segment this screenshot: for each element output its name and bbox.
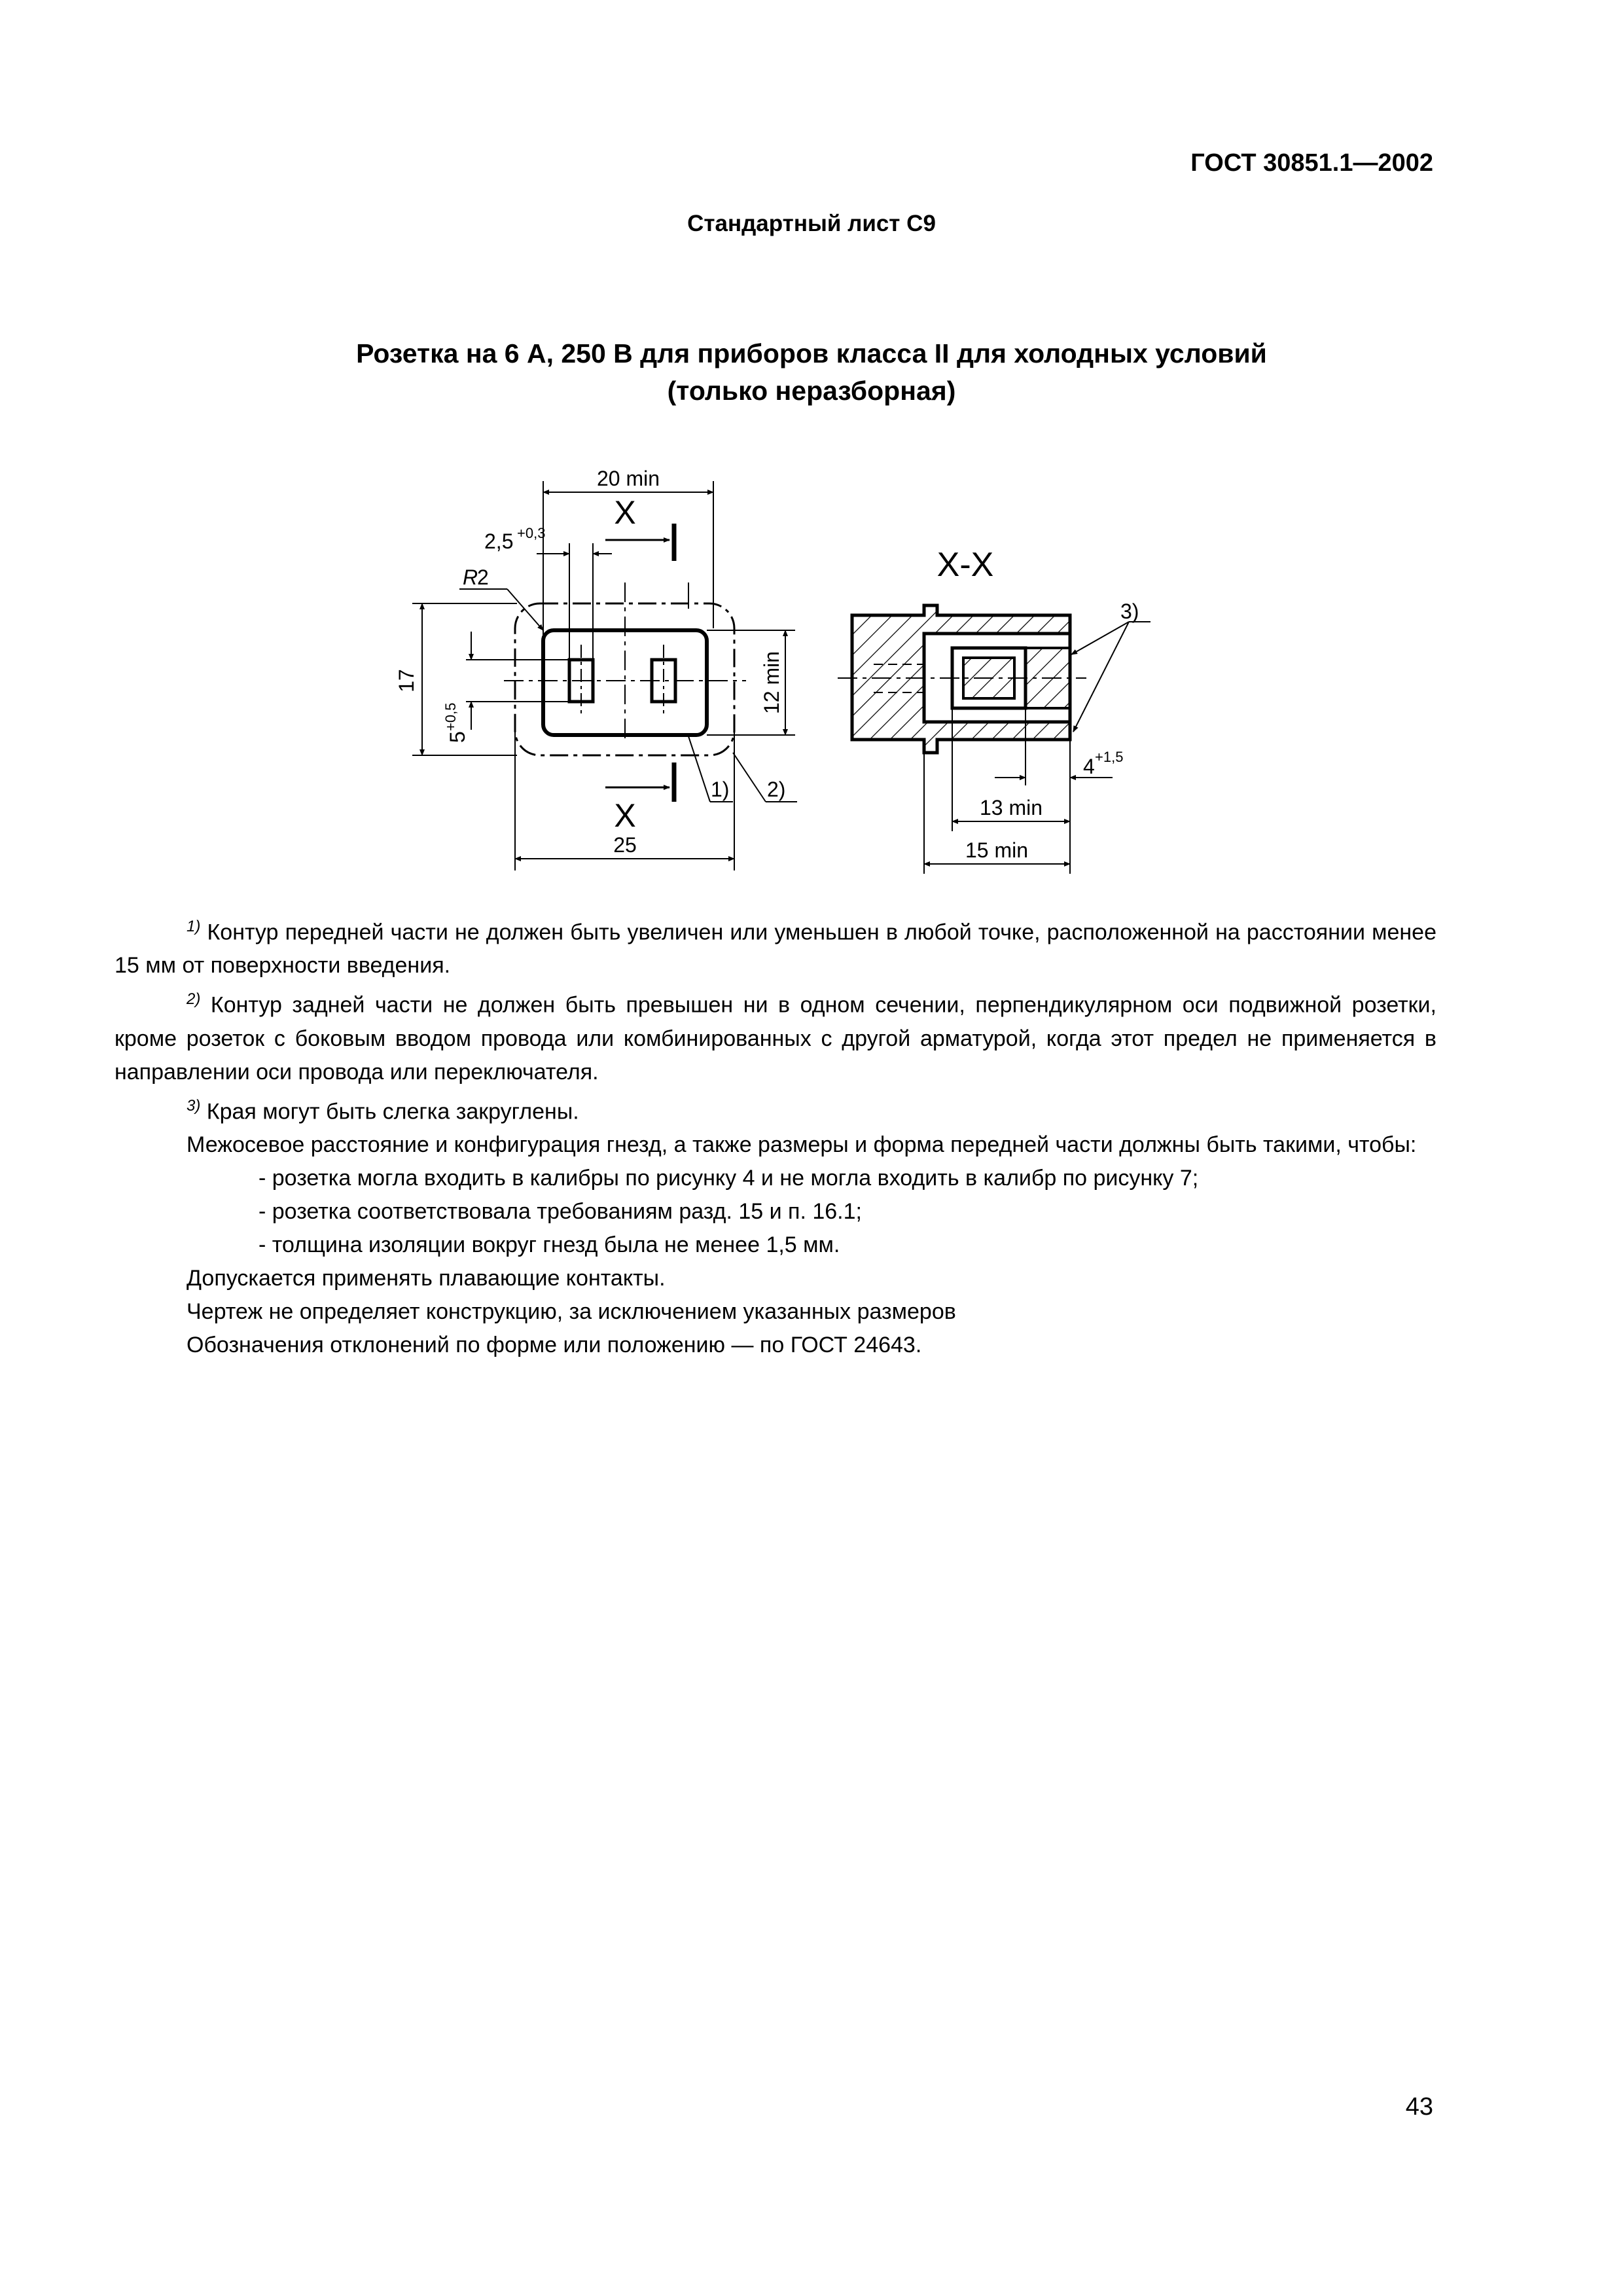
dim-2-5-tolerance: +0,3 bbox=[517, 525, 546, 541]
paragraph-drawing-note: Чертеж не определяет конструкцию, за исключением указанных размеров bbox=[187, 1299, 956, 1324]
footnote-2-mark: 2) bbox=[187, 990, 201, 1009]
section-mark-top: X bbox=[614, 494, 636, 531]
dim-25-label: 25 bbox=[613, 833, 637, 857]
footnote-1-text: Контур передней части не должен быть увеличен или уменьшен в любой точке, расположенной на расстоянии менее 15 мм от поверхности введения. bbox=[115, 920, 1436, 978]
dim-12min-label: 12 min bbox=[760, 651, 783, 715]
dim-5-label: 5 bbox=[446, 731, 469, 743]
footnote-3-text: Края могут быть слегка закруглены. bbox=[206, 1098, 579, 1124]
footnote-1-mark: 1) bbox=[187, 918, 201, 935]
radius-value-label: 2 bbox=[477, 565, 489, 589]
title-line-2: (только неразборная) bbox=[667, 376, 956, 406]
dim-2-5-label: 2,5 bbox=[484, 529, 514, 553]
footnote-2 bbox=[115, 982, 1436, 1088]
front-view bbox=[412, 481, 797, 870]
title-line-1: Розетка на 6 А, 250 В для приборов класса II для холодных условий bbox=[356, 338, 1267, 368]
sheet-label: Стандартный лист С9 bbox=[687, 211, 936, 236]
footnote-1 bbox=[115, 910, 1436, 982]
section-mark-bottom: X bbox=[614, 797, 636, 834]
dim-20min-label: 20 min bbox=[596, 467, 660, 490]
dim-5-tolerance: +0,5 bbox=[442, 702, 459, 731]
technical-drawing bbox=[393, 458, 1178, 884]
notes-block bbox=[115, 910, 1436, 1362]
dim-15min-label: 15 min bbox=[965, 838, 1029, 862]
page-title bbox=[0, 335, 1623, 410]
footnote-3 bbox=[115, 1089, 1436, 1128]
section-view bbox=[838, 605, 1150, 874]
callout-3-label: 3) bbox=[1120, 600, 1139, 623]
footnote-3-mark: 3) bbox=[187, 1096, 201, 1115]
dim-4-tolerance: +1,5 bbox=[1095, 749, 1124, 765]
radius-r-label: R bbox=[463, 565, 478, 589]
list-item: - розетка могла входить в калибры по рисунку 4 и не могла входить в калибр по рисунку 7; bbox=[259, 1165, 1199, 1191]
list-item: - розетка соответствовала требованиям разд. 15 и п. 16.1; bbox=[259, 1198, 862, 1224]
footnote-2-text: Контур задней части не должен быть превышен ни в одном сечении, перпендикулярном оси подвижной розетки, кроме розеток с боковым вводом провода или комбинированных с другой арматурой, когда этот предел не применяется в направлении оси провода или переключателя. bbox=[115, 992, 1436, 1085]
section-title: X-X bbox=[936, 546, 994, 584]
page-number: 43 bbox=[1405, 2093, 1433, 2121]
dim-17-label: 17 bbox=[395, 669, 418, 692]
dim-13min-label: 13 min bbox=[979, 796, 1043, 819]
dim-4-label: 4 bbox=[1083, 755, 1095, 778]
paragraph-tolerance-note: Обозначения отклонений по форме или положению — по ГОСТ 24643. bbox=[187, 1332, 922, 1357]
list-item: - толщина изоляции вокруг гнезд была не менее 1,5 мм. bbox=[259, 1232, 840, 1257]
paragraph-floating-contacts: Допускается применять плавающие контакты. bbox=[187, 1265, 666, 1291]
paragraph-requirements: Межосевое расстояние и конфигурация гнезд, а также размеры и форма передней части должны быть такими, чтобы: bbox=[187, 1132, 1417, 1157]
callout-2-label: 2) bbox=[767, 778, 786, 801]
standard-code: ГОСТ 30851.1—2002 bbox=[1190, 149, 1433, 177]
callout-1-label: 1) bbox=[711, 778, 730, 801]
